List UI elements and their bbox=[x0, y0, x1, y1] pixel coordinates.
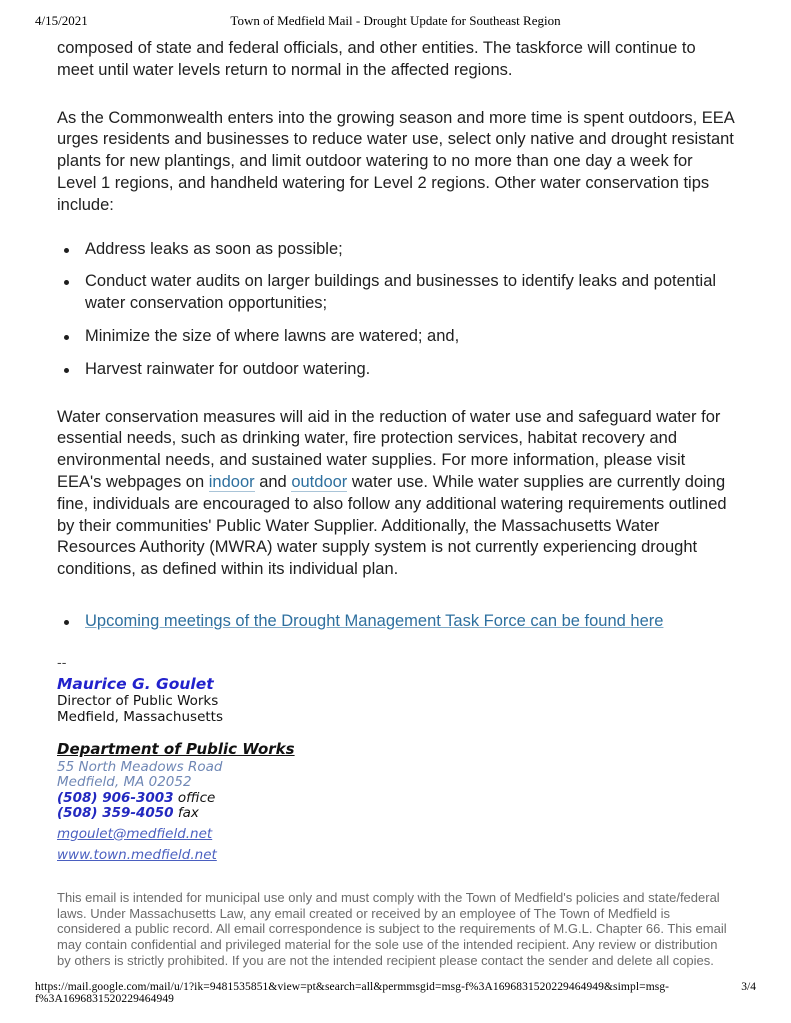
bullet-icon bbox=[64, 280, 69, 285]
signature-department-row bbox=[57, 725, 734, 760]
signature-office-phone-row bbox=[57, 791, 734, 807]
list-item-text: Minimize the size of where lawns are watered; and, bbox=[85, 326, 460, 345]
list-item bbox=[57, 359, 734, 381]
footer-url: https://mail.google.com/mail/u/1?ik=9481535851&view=pt&search=all&permmsgid=msg-f%3A1696831520229464949&simpl=msg-f%3A1696831520229464949 bbox=[35, 981, 670, 1005]
bullet-icon bbox=[64, 248, 69, 253]
paragraph-growing-season: As the Commonwealth enters into the growing season and more time is spent outdoors, EEA urges residents and businesses to reduce water use, select only native and drought resistant plants for new plantings, and limit outdoor watering to no more than one day a week for Level 1 regions, and handheld watering for Level 2 regions. Other water conservation tips include: bbox=[57, 108, 734, 214]
legal-disclaimer: This email is intended for municipal use only and must comply with the Town of Medfield's policies and state/federal laws. Under Massachusetts Law, any email created or received by an employee of The Town of Medfield is considered a public record. All email correspondence is subject to the requirements of M.G.L. Chapter 66. This email may contain confidential and privileged material for the sole use of the intended recipient. Any review or distribution by others is strictly prohibited. If you are not the intended recipient please contact the sender and delete all copies. bbox=[57, 890, 727, 968]
signature-fax-phone-row bbox=[57, 806, 734, 822]
signature-address-line2: Medfield, MA 02052 bbox=[57, 774, 192, 791]
paragraph-water-measures bbox=[57, 407, 734, 581]
signature-website-row bbox=[57, 843, 734, 865]
signature-email-link[interactable]: mgoulet@medfield.net bbox=[57, 825, 213, 842]
office-phone-label: office bbox=[177, 789, 216, 806]
list-item bbox=[57, 326, 734, 348]
drought-task-force-meetings-link[interactable]: Upcoming meetings of the Drought Management Task Force can be found here bbox=[85, 611, 664, 630]
paragraph-taskforce: composed of state and federal officials, and other entities. The taskforce will continue to meet until water levels return to normal in the affected regions. bbox=[57, 39, 696, 79]
bullet-icon bbox=[64, 335, 69, 340]
page-number: 3/4 bbox=[741, 981, 756, 993]
signature-website-link[interactable]: www.town.medfield.net bbox=[57, 847, 217, 864]
list-item-text: Conduct water audits on larger buildings and businesses to identify leaks and potential water conservation opportunities; bbox=[85, 272, 717, 313]
fax-phone-number: (508) 359-4050 bbox=[57, 805, 174, 822]
email-signature bbox=[57, 657, 734, 865]
list-item-text: Address leaks as soon as possible; bbox=[85, 239, 343, 258]
bullet-icon bbox=[64, 368, 69, 373]
signature-separator: -- bbox=[57, 655, 67, 671]
fax-phone-label: fax bbox=[177, 805, 199, 822]
print-title: Town of Medfield Mail - Drought Update for Southeast Region bbox=[230, 13, 561, 28]
paragraph-text: and bbox=[254, 472, 292, 491]
office-phone-number: (508) 906-3003 bbox=[57, 789, 174, 806]
conservation-tips-list bbox=[57, 239, 734, 381]
signature-location: Medfield, Massachusetts bbox=[57, 708, 223, 725]
signature-job-title: Director of Public Works bbox=[57, 692, 219, 709]
bullet-icon bbox=[64, 620, 69, 625]
list-item-text: Harvest rainwater for outdoor watering. bbox=[85, 359, 371, 378]
link-text-wrapper bbox=[85, 611, 663, 633]
list-item bbox=[57, 239, 734, 261]
signature-address-line1: 55 North Meadows Road bbox=[57, 758, 223, 775]
signature-email-row bbox=[57, 822, 734, 844]
signature-department: Department of Public Works bbox=[57, 739, 295, 758]
indoor-water-use-link[interactable]: indoor bbox=[208, 472, 255, 491]
list-item bbox=[57, 271, 734, 315]
print-header bbox=[0, 0, 791, 28]
outdoor-water-use-link[interactable]: outdoor bbox=[291, 472, 348, 491]
print-date: 4/15/2021 bbox=[35, 13, 88, 28]
paragraph-text: water use. While water supplies are currently doing fine, individuals are encouraged to also follow any additional watering requirements outlined by their communities' Public Water Supplier. Additionally, the Massachusetts Water Resources Authority (MWRA) water supply system is not currently experiencing drought conditions, as defined within its individual plan. bbox=[57, 472, 727, 579]
print-footer bbox=[35, 981, 756, 1005]
meetings-link-row bbox=[57, 611, 734, 633]
signature-name: Maurice G. Goulet bbox=[57, 674, 214, 693]
email-body bbox=[0, 38, 791, 968]
paragraph-text: Water conservation measures will aid in the reduction of water use and safeguard water for essential needs, such as drinking water, fire protection services, habitat recovery and environmental needs, and sustained water supplies. For more information, please visit EEA's webpages on bbox=[57, 407, 721, 491]
